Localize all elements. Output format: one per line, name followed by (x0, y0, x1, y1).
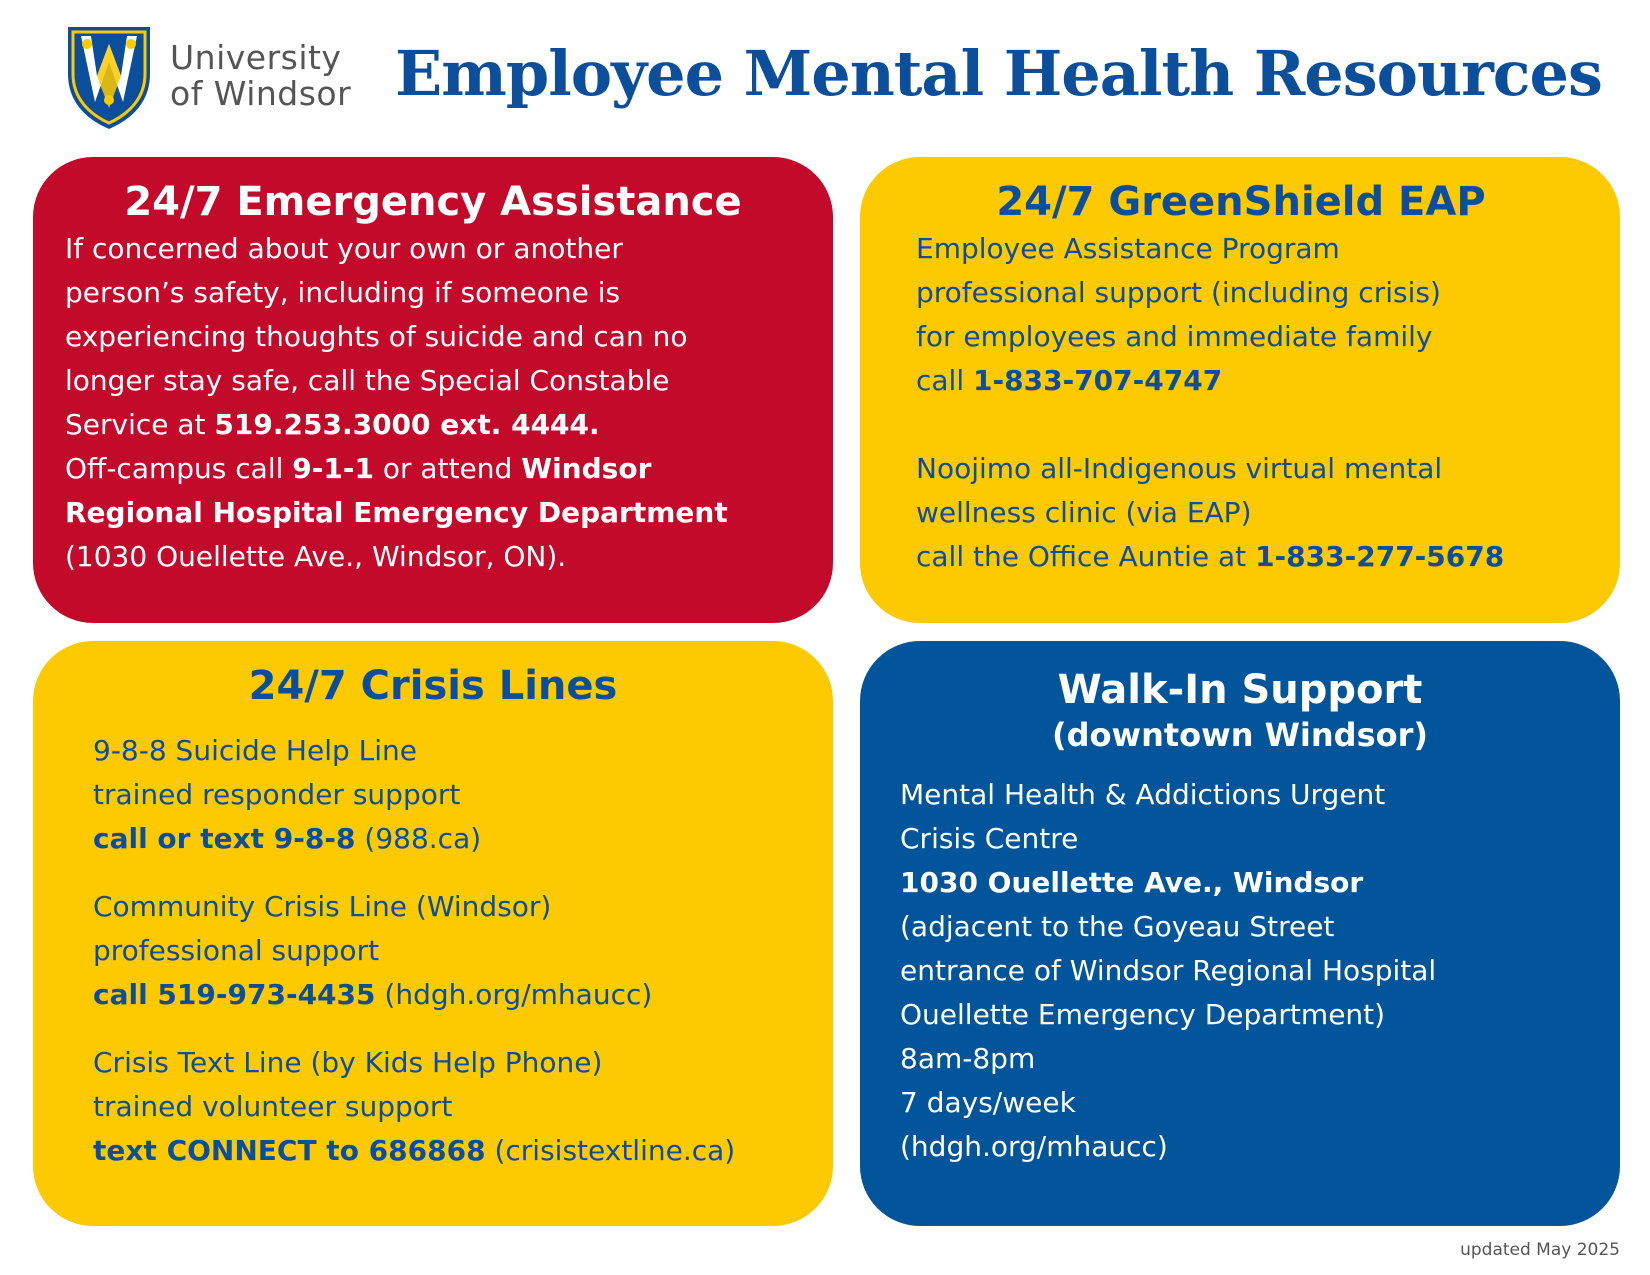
noojimo-line-3-text: call the Office Auntie at (916, 540, 1256, 573)
header (0, 0, 1650, 150)
crisis-item-name: 9-8-8 Suicide Help Line (93, 734, 418, 767)
emergency-line-2: person’s safety, including if someone is (65, 276, 621, 309)
emergency-card-title: 24/7 Emergency Assistance (124, 179, 742, 225)
walkin-line-6: Ouellette Emergency Department) (900, 998, 1386, 1031)
crisis-item-action[interactable]: call 519-973-4435 (93, 978, 376, 1011)
walkin-card-body (900, 773, 1600, 1169)
eap-line-4-text: call (916, 364, 974, 397)
special-constable-phone[interactable]: 519.253.3000 ext. 4444. (214, 408, 600, 441)
crisis-item-community (93, 885, 803, 1017)
walkin-line-4: (adjacent to the Goyeau Street (900, 910, 1335, 943)
emergency-line-6 (65, 447, 801, 491)
walkin-card-title: Walk-In Support (1057, 667, 1423, 713)
eap-card-body (916, 227, 1596, 579)
crisis-item-name: Community Crisis Line (Windsor) (93, 890, 552, 923)
walkin-line-5: entrance of Windsor Regional Hospital (900, 954, 1437, 987)
crisis-item-link[interactable]: (hdgh.org/mhaucc) (375, 978, 653, 1011)
emergency-line-8: (1030 Ouellette Ave., Windsor, ON). (65, 540, 567, 573)
eap-line-4 (916, 359, 1596, 403)
crisis-item-action[interactable]: text CONNECT to 686868 (93, 1134, 486, 1167)
logo-wordmark (170, 40, 351, 112)
crisis-lines-card (33, 641, 833, 1226)
crisis-card-body (93, 729, 803, 1173)
crisis-item-name: Crisis Text Line (by Kids Help Phone) (93, 1046, 603, 1079)
emergency-hospital-name-2: Regional Hospital Emergency Department (65, 496, 728, 529)
walkin-card-subtitle: (downtown Windsor) (1051, 716, 1428, 754)
crisis-item-desc: trained volunteer support (93, 1090, 453, 1123)
office-auntie-phone[interactable]: 1-833-277-5678 (1255, 540, 1505, 573)
noojimo-line-1: Noojimo all-Indigenous virtual mental (916, 452, 1443, 485)
page-title: Employee Mental Health Resources (395, 37, 1602, 110)
emergency-line-5-text: Service at (65, 408, 215, 441)
crisis-item-988 (93, 729, 803, 861)
walkin-link[interactable]: (hdgh.org/mhaucc) (900, 1130, 1168, 1163)
updated-date: updated May 2025 (1460, 1240, 1620, 1260)
eap-card-title: 24/7 GreenShield EAP (996, 179, 1486, 225)
walkin-line-2: Crisis Centre (900, 822, 1079, 855)
eap-line-1: Employee Assistance Program (916, 232, 1340, 265)
emergency-line-1: If concerned about your own or another (65, 232, 623, 265)
walkin-address-text: 1030 Ouellette Ave., Windsor (900, 866, 1364, 899)
crisis-item-link[interactable]: (crisistextline.ca) (485, 1134, 736, 1167)
university-shield-logo[interactable] (63, 22, 155, 134)
walkin-address (900, 861, 1600, 905)
eap-line-3: for employees and immediate family (916, 320, 1433, 353)
walkin-line-1: Mental Health & Addictions Urgent (900, 778, 1386, 811)
walk-in-support-card (860, 641, 1620, 1226)
crisis-item-text-line (93, 1041, 803, 1173)
crisis-item-contact (93, 1129, 803, 1173)
crisis-item-action[interactable]: call or text 9-8-8 (93, 822, 356, 855)
emergency-line-6-mid: or attend (373, 452, 522, 485)
logo-line-2: of Windsor (170, 74, 352, 113)
crisis-item-desc: professional support (93, 934, 380, 967)
logo-line-1: University (170, 38, 342, 77)
crisis-item-contact (93, 973, 803, 1017)
crisis-card-title: 24/7 Crisis Lines (248, 663, 618, 709)
noojimo-line-2: wellness clinic (via EAP) (916, 496, 1252, 529)
emergency-card-body (65, 227, 801, 579)
walkin-days: 7 days/week (900, 1086, 1076, 1119)
crisis-item-contact (93, 817, 803, 861)
emergency-line-5 (65, 403, 801, 447)
walkin-hours: 8am-8pm (900, 1042, 1036, 1075)
emergency-line-6-text: Off-campus call (65, 452, 293, 485)
crisis-item-desc: trained responder support (93, 778, 461, 811)
eap-phone[interactable]: 1-833-707-4747 (973, 364, 1223, 397)
noojimo-line-3 (916, 535, 1596, 579)
emergency-assistance-card (33, 157, 833, 623)
emergency-line-3: experiencing thoughts of suicide and can no (65, 320, 688, 353)
eap-line-2: professional support (including crisis) (916, 276, 1441, 309)
emergency-line-7 (65, 491, 801, 535)
emergency-911[interactable]: 9-1-1 (292, 452, 374, 485)
emergency-line-4: longer stay safe, call the Special Constable (65, 364, 670, 397)
crisis-item-link[interactable]: (988.ca) (355, 822, 482, 855)
emergency-hospital-name-1: Windsor (521, 452, 652, 485)
greenshield-eap-card (860, 157, 1620, 623)
